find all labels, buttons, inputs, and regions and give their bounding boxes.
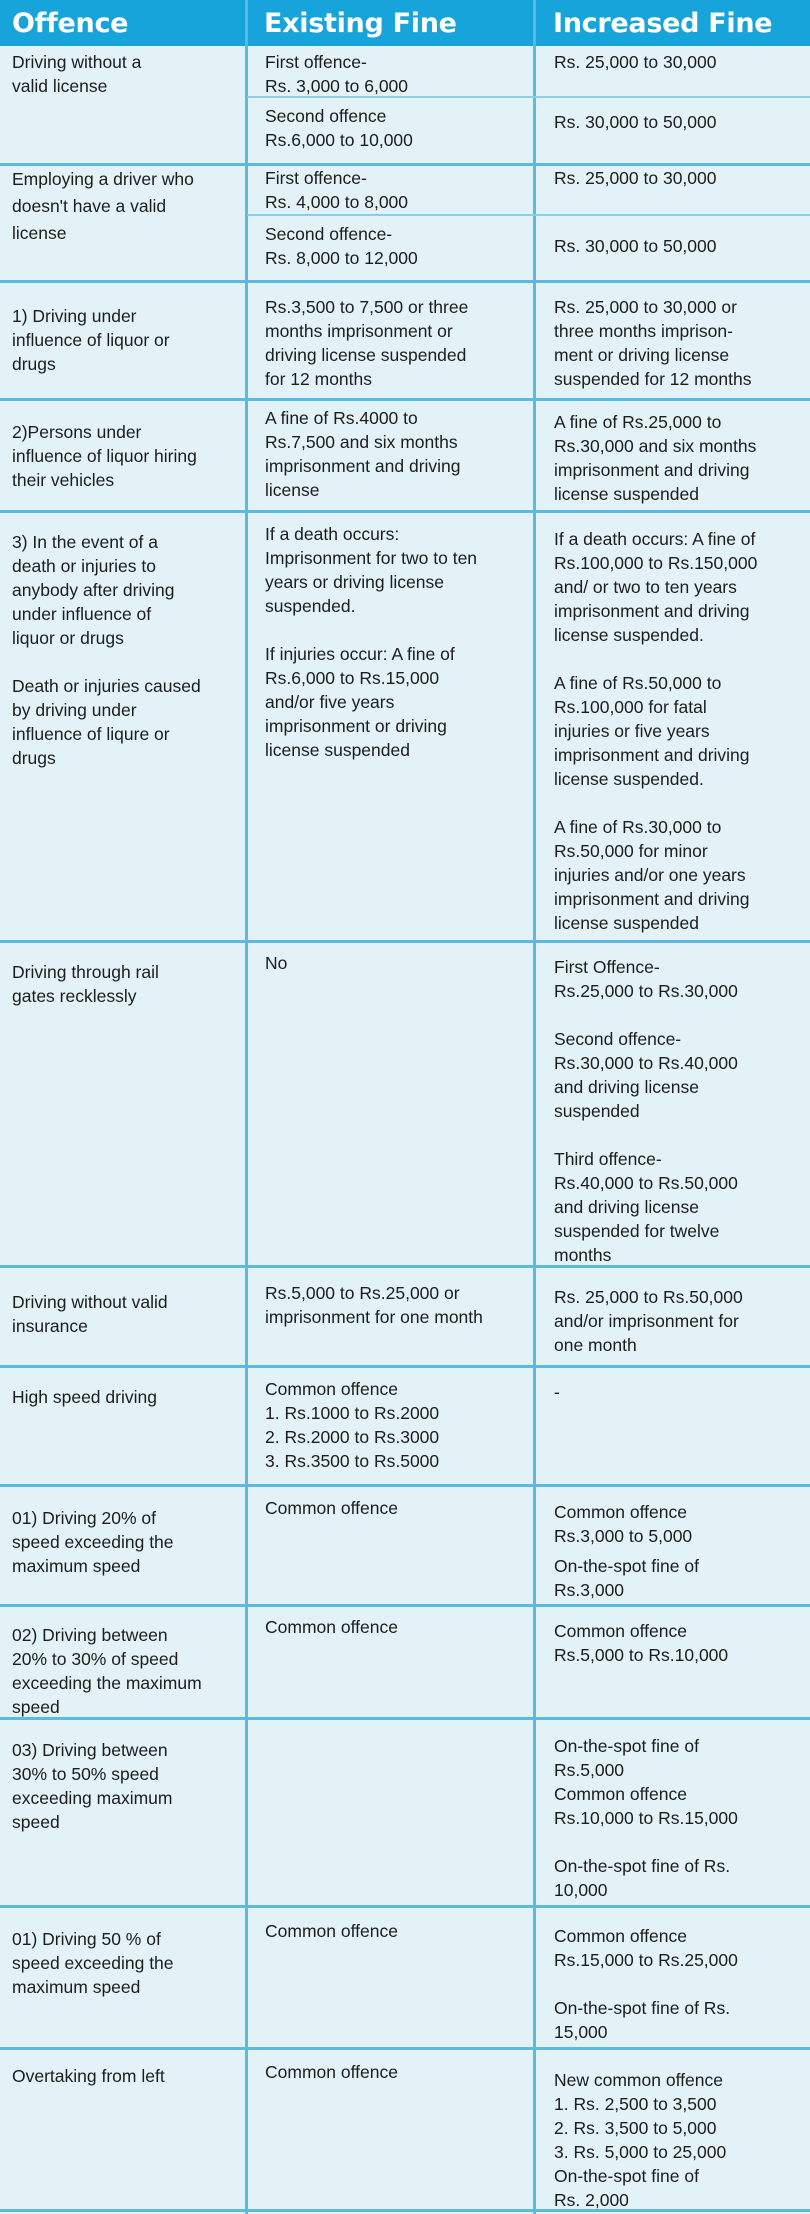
increased-fine-cell: New common offence 1. Rs. 2,500 to 3,500 2. Rs. 3,500 to 5,000 3. Rs. 5,000 to 25,000 On-the-spot fine of Rs. 2,000 — [554, 2070, 727, 2210]
existing-fine-cell: Common offence — [265, 1498, 398, 1518]
offence-cell: 1) Driving under influence of liquor or drugs — [12, 306, 170, 374]
increased-fine-cell: First Offence- Rs.25,000 to Rs.30,000 Second offence- Rs.30,000 to Rs.40,000 and driving license suspended Third offence- Rs.40,000 to Rs.50,000 and driving license suspended for twelve months — [554, 957, 738, 1265]
increased-fine-cell: Common offence Rs.15,000 to Rs.25,000 On-the-spot fine of Rs. 15,000 — [554, 1926, 738, 2042]
offence-cell: Employing a driver who doesn't have a valid license — [12, 169, 194, 243]
existing-fine-cell: Rs.5,000 to Rs.25,000 or imprisonment for one month — [265, 1283, 483, 1327]
existing-fine-cell: A fine of Rs.4000 to Rs.7,500 and six months imprisonment and driving license — [265, 408, 461, 500]
row-divider — [0, 280, 810, 283]
row-divider — [0, 1604, 810, 1607]
increased-fine-cell: On-the-spot fine of Rs.3,000 — [554, 1556, 699, 1600]
existing-fine-cell: Common offence — [265, 2062, 398, 2082]
existing-fine-cell: First offence- Rs. 4,000 to 8,000 — [265, 168, 409, 212]
row-divider — [0, 1905, 810, 1908]
offence-cell: High speed driving — [12, 1387, 157, 1407]
offence-cell: Overtaking from left — [12, 2066, 165, 2086]
increased-fine-cell: Rs. 25,000 to 30,000 — [554, 52, 717, 72]
row-divider — [0, 2047, 810, 2050]
existing-fine-cell: Rs.3,500 to 7,500 or three months imprisonment or driving license suspended for 12 months — [265, 297, 469, 389]
offence-cell: 3) In the event of a death or injuries to anybody after driving under influence of liquor or drugs Death or injuries caused by driving under influence of liqure or drugs — [12, 532, 201, 768]
existing-fine-cell: Common offence — [265, 1617, 398, 1637]
row-divider — [0, 940, 810, 943]
row-divider — [0, 1484, 810, 1487]
increased-fine-cell: - — [554, 1382, 560, 1402]
existing-fine-cell: First offence- Rs. 3,000 to 6,000 — [265, 52, 409, 96]
increased-fine-cell: Rs. 30,000 to 50,000 — [554, 236, 717, 256]
existing-fine-cell: Second offence- Rs. 8,000 to 12,000 — [265, 224, 418, 268]
offence-cell: 03) Driving between 30% to 50% speed exceeding maximum speed — [12, 1740, 173, 1832]
increased-fine-cell: Rs. 30,000 to 50,000 — [554, 112, 717, 132]
header-increased-fine: Increased Fine — [553, 8, 773, 39]
column-divider — [533, 0, 536, 2214]
row-divider — [0, 398, 810, 401]
increased-fine-cell: A fine of Rs.25,000 to Rs.30,000 and six months imprisonment and driving license suspended — [554, 412, 757, 504]
offence-cell: Driving without a valid license — [12, 52, 142, 96]
existing-fine-cell: Common offence — [265, 1921, 398, 1941]
increased-fine-cell: Rs. 25,000 to 30,000 or three months imprison- ment or driving license suspended for 12 months — [554, 297, 752, 389]
column-divider — [245, 0, 248, 2214]
increased-fine-cell: If a death occurs: A fine of Rs.100,000 to Rs.150,000 and/ or two to ten years imprisonment and driving license suspended. A fine of Rs.50,000 to Rs.100,000 for fatal injuries or five years imprisonment and driving license suspended. A fine of Rs.30,000 to Rs.50,000 for minor injuries and/or one years imprisonment and driving license suspended — [554, 529, 758, 933]
offence-cell: 01) Driving 50 % of speed exceeding the maximum speed — [12, 1929, 174, 1997]
offence-cell: Driving through rail gates recklessly — [12, 962, 159, 1006]
increased-fine-cell: On-the-spot fine of Rs.5,000 Common offence Rs.10,000 to Rs.15,000 On-the-spot fine of Rs. 10,000 — [554, 1736, 738, 1900]
increased-fine-cell: Rs. 25,000 to 30,000 — [554, 168, 717, 188]
offence-cell: 2)Persons under influence of liquor hiring their vehicles — [12, 422, 197, 490]
existing-fine-cell: If a death occurs: Imprisonment for two to ten years or driving license suspended. If injuries occur: A fine of Rs.6,000 to Rs.15,000 and/or five years imprisonment or driving license suspended — [265, 524, 478, 760]
header-existing-fine: Existing Fine — [264, 8, 457, 39]
existing-fine-cell: Common offence 1. Rs.1000 to Rs.2000 2. Rs.2000 to Rs.3000 3. Rs.3500 to Rs.5000 — [265, 1379, 440, 1471]
existing-fine-cell: No — [265, 953, 288, 973]
increased-fine-cell: Common offence Rs.5,000 to Rs.10,000 — [554, 1621, 729, 1665]
increased-fine-cell: Common offence Rs.3,000 to 5,000 — [554, 1502, 693, 1546]
increased-fine-cell: Rs. 25,000 to Rs.50,000 and/or imprisonment for one month — [554, 1287, 743, 1355]
existing-fine-cell: Second offence Rs.6,000 to 10,000 — [265, 106, 413, 150]
header-offence: Offence — [12, 8, 129, 39]
row-divider — [0, 1365, 810, 1368]
row-divider — [0, 510, 810, 513]
offence-cell: 02) Driving between 20% to 30% of speed exceeding the maximum speed — [12, 1625, 202, 1717]
offence-cell: 01) Driving 20% of speed exceeding the maximum speed — [12, 1508, 174, 1576]
sub-divider — [247, 214, 810, 216]
offence-cell: Driving without valid insurance — [12, 1292, 168, 1336]
